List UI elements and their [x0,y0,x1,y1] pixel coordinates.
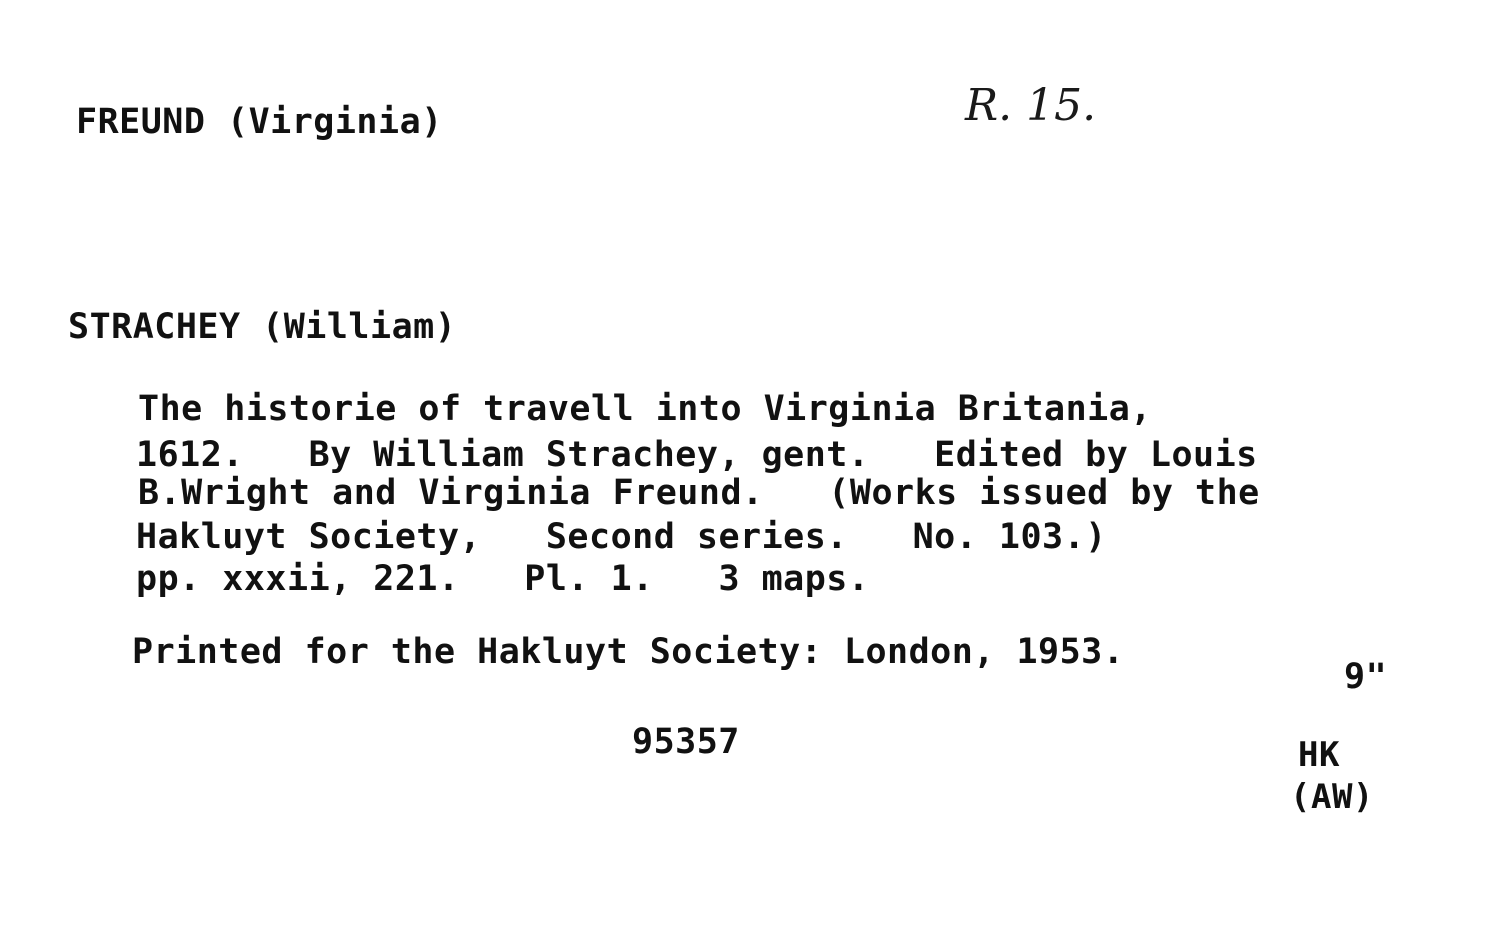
description-line: B.Wright and Virginia Freund. (Works issued by the [138,473,1260,513]
description-line: The historie of travell into Virginia Britania, [138,389,1152,429]
imprint-line: Printed for the Hakluyt Society: London, 1953. [132,632,1125,672]
size-value: 9" [1344,657,1388,697]
classmark: HK [1298,735,1340,775]
description-line: pp. xxxii, 221. Pl. 1. 3 maps. [136,559,870,599]
description-line: Hakluyt Society, Second series. No. 103.) [136,517,1107,557]
description-line: 1612. By William Strachey, gent. Edited by Louis [136,435,1258,475]
shelf-mark: R. 15. [965,80,1097,131]
main-entry-heading: STRACHEY (William) [68,307,457,347]
added-entry-heading: FREUND (Virginia) [76,102,443,142]
accession-number: 95357 [632,722,740,762]
classmark-note: (AW) [1290,777,1374,817]
